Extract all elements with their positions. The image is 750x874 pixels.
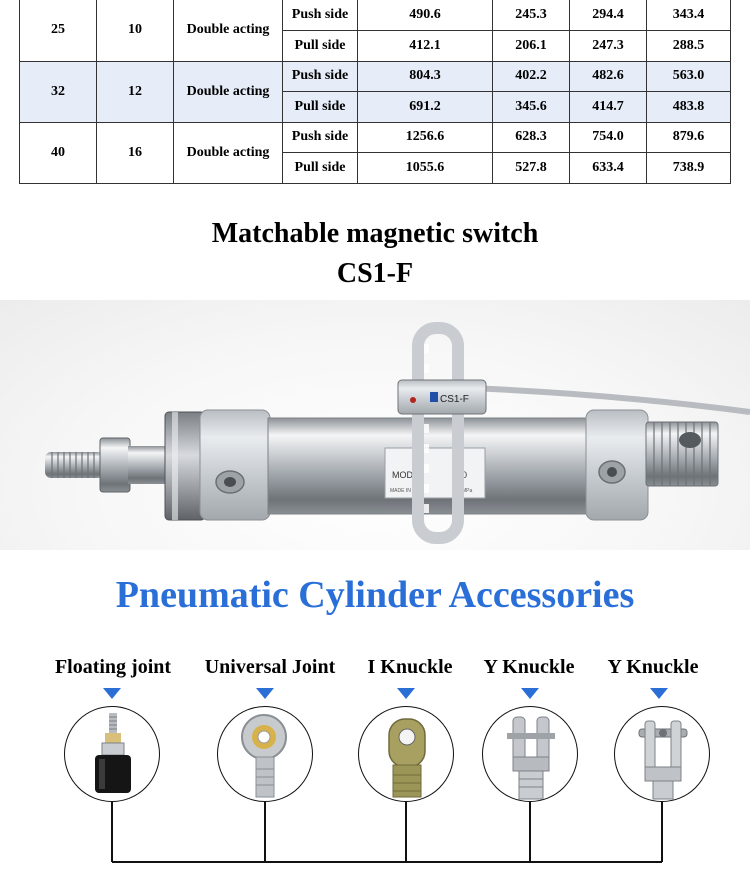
acting-cell: Double acting xyxy=(174,0,283,61)
i-knuckle-icon xyxy=(359,707,454,802)
value-cell: 247.3 xyxy=(570,31,647,62)
value-cell: 288.5 xyxy=(647,31,731,62)
accessory-label-floating-joint: Floating joint xyxy=(54,656,172,678)
value-cell: 245.3 xyxy=(493,0,570,31)
value-cell: 527.8 xyxy=(493,153,570,184)
value-cell: 483.8 xyxy=(647,92,731,123)
value-cell: 414.7 xyxy=(570,92,647,123)
value-cell: 482.6 xyxy=(570,61,647,92)
value-cell: 691.2 xyxy=(358,92,493,123)
accessory-y-knuckle-2 xyxy=(614,706,710,802)
universal-joint-icon xyxy=(218,707,313,802)
bore-cell: 25 xyxy=(20,0,97,61)
value-cell: 1055.6 xyxy=(358,153,493,184)
accessory-floating-joint xyxy=(64,706,160,802)
switch-section-title: Matchable magnetic switch xyxy=(211,218,539,249)
nameplate-made-in: MADE IN CH xyxy=(390,488,420,494)
rod-cell: 10 xyxy=(97,0,174,61)
side-cell: Pull side xyxy=(283,153,358,184)
switch-model-label: CS1-F xyxy=(440,394,469,405)
switch-model-title: CS1-F xyxy=(336,258,414,289)
side-cell: Pull side xyxy=(283,92,358,123)
acting-cell: Double acting xyxy=(174,61,283,122)
value-cell: 754.0 xyxy=(570,122,647,153)
accessory-universal-joint xyxy=(217,706,313,802)
value-cell: 1256.6 xyxy=(358,122,493,153)
accessory-label-y-knuckle-2: Y Knuckle xyxy=(607,656,699,678)
value-cell: 343.4 xyxy=(647,0,731,31)
nameplate-model-suffix: 0 xyxy=(462,470,468,480)
side-cell: Push side xyxy=(283,122,358,153)
value-cell: 345.6 xyxy=(493,92,570,123)
accessory-label-y-knuckle: Y Knuckle xyxy=(483,656,575,678)
bore-cell: 32 xyxy=(20,61,97,122)
side-cell: Push side xyxy=(283,61,358,92)
side-cell: Push side xyxy=(283,0,358,31)
value-cell: 738.9 xyxy=(647,153,731,184)
accessory-label-i-knuckle: I Knuckle xyxy=(367,656,453,678)
value-cell: 804.3 xyxy=(358,61,493,92)
value-cell: 879.6 xyxy=(647,122,731,153)
rod-cell: 16 xyxy=(97,122,174,183)
value-cell: 412.1 xyxy=(358,31,493,62)
value-cell: 294.4 xyxy=(570,0,647,31)
nameplate-model-text: MODEL xyxy=(392,470,425,480)
value-cell: 490.6 xyxy=(358,0,493,31)
accessory-i-knuckle xyxy=(358,706,454,802)
accessory-y-knuckle xyxy=(482,706,578,802)
value-cell: 563.0 xyxy=(647,61,731,92)
value-cell: 628.3 xyxy=(493,122,570,153)
y-knuckle-icon xyxy=(615,707,710,802)
value-cell: 402.2 xyxy=(493,61,570,92)
acting-cell: Double acting xyxy=(174,122,283,183)
accessory-label-universal-joint: Universal Joint xyxy=(204,656,336,678)
y-knuckle-icon xyxy=(483,707,578,802)
floating-joint-icon xyxy=(65,707,160,802)
value-cell: 633.4 xyxy=(570,153,647,184)
nameplate-pressure: MPa xyxy=(462,488,473,494)
accessories-title: Pneumatic Cylinder Accessories xyxy=(115,574,635,616)
bore-cell: 40 xyxy=(20,122,97,183)
value-cell: 206.1 xyxy=(493,31,570,62)
side-cell: Pull side xyxy=(283,31,358,62)
rod-cell: 12 xyxy=(97,61,174,122)
